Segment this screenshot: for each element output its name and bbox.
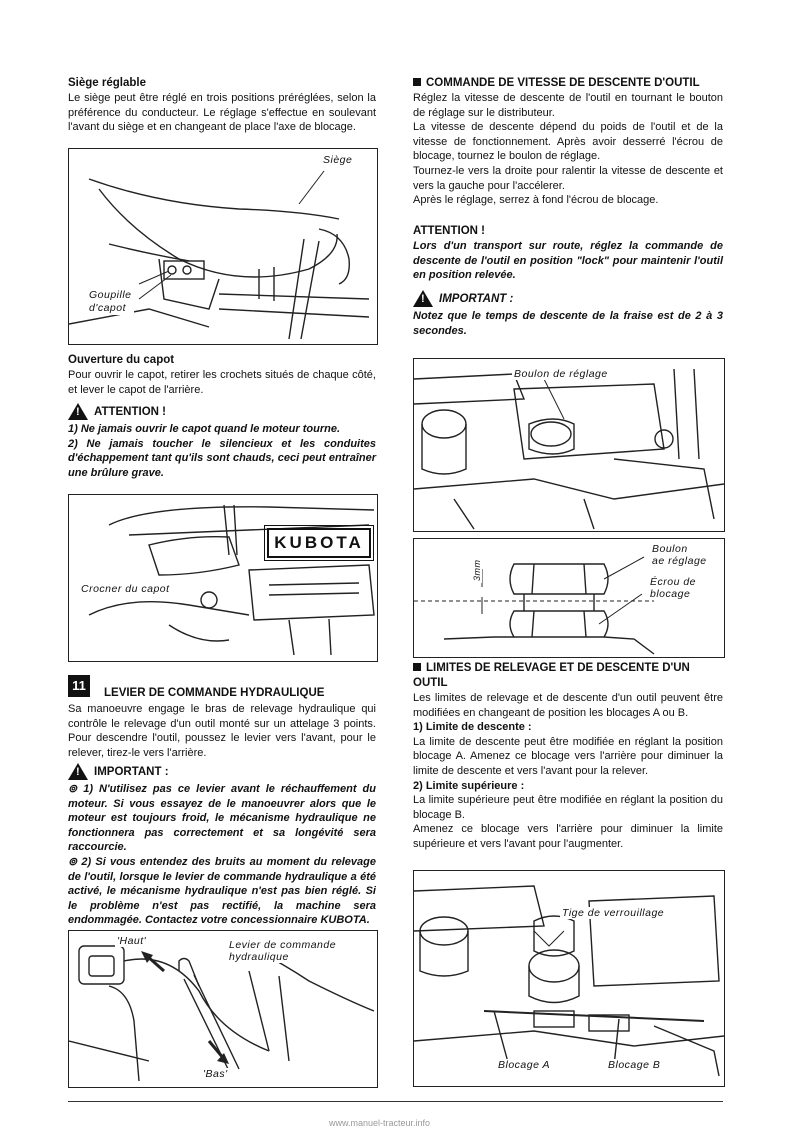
attention-label: ATTENTION !	[94, 405, 166, 418]
square-bullet-icon	[413, 663, 421, 671]
nut-label-line1: Écrou de	[650, 576, 697, 588]
important-item-2: ⊚ 2) Si vous entendez des bruits au moment du relevage de l'outil, lorsque le levier de commande hydraulique a été activé, le mécanisme hydraulique n'est pas bien réglé. Si le problème n'est pas rectifié, la machine sera endommagée. Contactez votre concessionnaire KUBOTA.	[68, 855, 376, 927]
speed-p2: La vitesse de descente dépend du poids de l'outil et de la vitesse de fonctionnement. Après avoir desserré l'écrou de blocage, tournez le boulon de réglage.	[413, 121, 723, 163]
important-item-1: ⊚ 1) N'utilisez pas ce levier avant le réchauffement du moteur. Si vous essayez de le manoeuvrer alors que le moteur est toujours froid, le mécanisme hydraulique ne fonctionnera pas correctement et sa longévité sera raccourcie.	[68, 783, 376, 854]
up-label: 'Haut'	[117, 935, 147, 947]
stop-a-label: Blocage A	[498, 1059, 550, 1071]
kubota-logo: KUBOTA	[267, 528, 371, 558]
seat-title: Siège réglable	[68, 77, 146, 89]
warning-icon	[413, 290, 433, 307]
hood-hook-figure	[68, 494, 378, 662]
hood-attention	[68, 403, 376, 480]
limit-up-title: 2) Limite supérieure :	[413, 779, 525, 792]
adjusting-bolt-label-2	[650, 543, 709, 567]
square-bullet-icon	[413, 78, 421, 86]
important-heading	[68, 763, 376, 780]
warning-icon	[68, 403, 88, 420]
footer-site: www.manuel-tracteur.info	[329, 1118, 431, 1128]
section-number-badge: 11	[68, 675, 90, 697]
adjusting-bolt-figure	[413, 358, 725, 532]
limit-down-title: 1) Limite de descente :	[413, 721, 532, 734]
speed-p3: Tournez-le vers la droite pour ralentir la vitesse de descente et vers la gauche pour l'accélerer.	[413, 164, 723, 192]
important-heading	[413, 290, 723, 307]
limit-up-text-2: Amenez ce blocage vers l'arrière pour diminuer la limite supérieure et vers l'avant pour l'augmenter.	[413, 823, 723, 850]
lever-title	[104, 686, 324, 701]
limits-intro: Les limites de relevage et de descente d'un outil peuvent être modifiées en changeant de position les blocages A ou B.	[413, 692, 723, 719]
bottom-rule	[68, 1101, 723, 1102]
hood-section	[68, 353, 376, 397]
limits-title-text: LIMITES DE RELEVAGE ET DE DESCENTE D'UN OUTIL	[413, 662, 690, 689]
hydraulic-lever-label-line1: Levier de commande	[229, 939, 337, 951]
speed-title-text: COMMANDE DE VITESSE DE DESCENTE D'OUTIL	[426, 77, 700, 89]
lever-text: Sa manoeuvre engage le bras de relevage hydraulique qui contrôle le relevage d'un outil monté sur un attelage 3 points. Pour descendre l'outil, poussez le levier vers l'avant, pour le relever, tirez-le vers l'arrière.	[68, 703, 376, 759]
bolt-label-line2: ae réglage	[652, 555, 707, 567]
seat-label: Siège	[323, 154, 353, 166]
speed-p1: Réglez la vitesse de descente de l'outil en tournant le bouton de réglage sur le distributeur.	[413, 92, 723, 119]
bolt-label-line1: Boulon	[652, 543, 688, 555]
limit-down-text: La limite de descente peut être modifiée en réglant la position blocage A. Amenez ce blocage vers l'arrière pour diminuer la limite de descente et vers l'avant pour la relever.	[413, 735, 723, 777]
lock-rod-label: Tige de verrouillage	[562, 907, 665, 919]
attention-item-1: 1) Ne jamais ouvrir le capot quand le moteur tourne.	[68, 423, 341, 435]
lever-title-text: LEVIER DE COMMANDE HYDRAULIQUE	[104, 687, 325, 699]
seat-figure	[68, 148, 378, 345]
limit-up-text-1: La limite supérieure peut être modifiée en réglant la position du blocage B.	[413, 794, 723, 821]
lock-rod-figure	[413, 870, 725, 1087]
stop-b-label: Blocage B	[608, 1059, 661, 1071]
important-label: IMPORTANT :	[94, 765, 169, 778]
limits-title	[413, 661, 723, 691]
gap-dimension-label: 3mm	[472, 559, 482, 581]
hydraulic-lever-label	[227, 939, 338, 963]
speed-p4: Après le réglage, serrez à fond l'écrou de blocage.	[413, 194, 659, 207]
lift-stop-illustration	[414, 871, 724, 1086]
nut-label-line2: blocage	[650, 588, 691, 600]
speed-attention-text: Lors d'un transport sur route, réglez la commande de descente de l'outil en position "lock" pour maintenir l'outil en position relevée.	[413, 240, 723, 282]
hood-pin-label-line1: Goupille	[89, 289, 132, 301]
hydraulic-lever-label-line2: hydraulique	[229, 951, 289, 963]
seat-text: Le siège peut être réglé en trois positions préréglées, selon la préférence du conducteur. Le réglage s'effectue en soulevant l'avant du siège et en changeant de place l'axe de blocage.	[68, 92, 376, 134]
speed-important-text: Notez que le temps de descente de la fraise est de 2 à 3 secondes.	[413, 310, 723, 337]
hood-hook-label: Crocner du capot	[81, 583, 170, 595]
engine-illustration	[69, 495, 377, 661]
hydraulic-lever-figure	[68, 930, 378, 1088]
valve-illustration	[414, 359, 724, 531]
speed-attention-label: ATTENTION !	[413, 225, 485, 237]
adjusting-bolt-label: Boulon de réglage	[514, 368, 608, 380]
attention-item-2: 2) Ne jamais toucher le silencieux et les conduites d'échappement tant qu'ils sont chauds, ceci peut entraîner une brûlure grave.	[68, 437, 376, 479]
hood-text: Pour ouvrir le capot, retirer les crochets situés de chaque côté, et lever le capot de l'arrière.	[68, 369, 376, 396]
speed-attention	[413, 224, 723, 283]
seat-section	[68, 76, 376, 135]
speed-section	[413, 76, 723, 208]
lock-nut-figure	[413, 538, 725, 658]
down-label: 'Bas'	[203, 1068, 228, 1080]
warning-icon	[68, 763, 88, 780]
speed-important	[413, 290, 723, 338]
limits-section	[413, 661, 723, 852]
lever-section	[68, 702, 376, 760]
lever-important	[68, 763, 376, 928]
speed-title	[413, 76, 723, 91]
important-label: IMPORTANT :	[439, 292, 514, 305]
hood-pin-label-line2: d'capot	[89, 302, 127, 314]
attention-heading	[68, 403, 376, 420]
hood-pin-label	[87, 289, 134, 315]
lock-nut-label	[648, 576, 698, 600]
hood-title: Ouverture du capot	[68, 354, 175, 366]
